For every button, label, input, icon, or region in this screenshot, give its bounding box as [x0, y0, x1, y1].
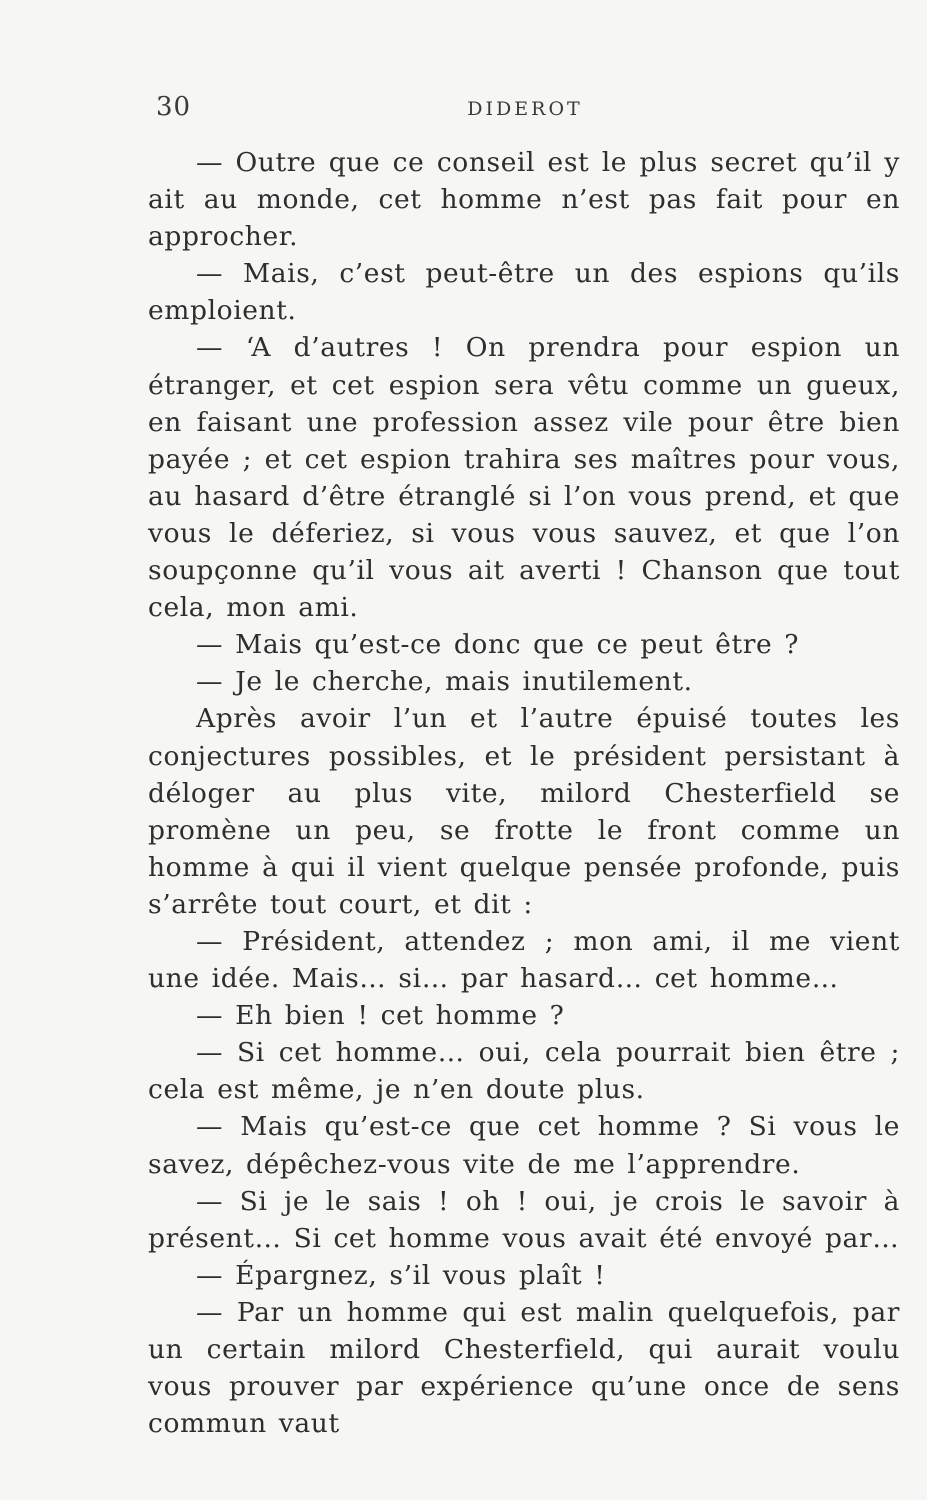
running-head: DIDEROT	[467, 98, 583, 120]
paragraph: Après avoir l’un et l’autre épuisé toutes les conjectures possibles, et le président persistant à déloger au plus vite, milord Chesterfield se promène un peu, se frotte le front comme un homme à qui il vient quelque pensée profonde, puis s’arrête tout court, et dit :	[148, 703, 900, 920]
body-text	[148, 144, 900, 1442]
paragraph: — Si je le sais ! oh ! oui, je crois le savoir à présent… Si cet homme vous avait été envoyé par…	[148, 1185, 900, 1254]
paragraph: — Mais qu’est-ce que cet homme ? Si vous le savez, dépêchez-vous vite de me l’apprendre.	[148, 1111, 900, 1180]
page-header	[150, 92, 900, 132]
paragraph: — Par un homme qui est malin quelquefois, par un certain milord Chesterfield, qui aurait voulu vous prouver par expérience qu’une once de sens commun vaut	[148, 1296, 900, 1440]
paragraph: — Si cet homme… oui, cela pourrait bien être ; cela est même, je n’en doute plus.	[148, 1037, 900, 1106]
paragraph: — Mais qu’est-ce donc que ce peut être ?	[196, 629, 800, 661]
paragraph: — Eh bien ! cet homme ?	[196, 1000, 565, 1032]
paragraph: — Mais, c’est peut-être un des espions qu’ils emploient.	[148, 258, 900, 327]
page-number: 30	[156, 92, 192, 122]
paragraph: — Outre que ce conseil est le plus secret qu’il y ait au monde, cet homme n’est pas fait pour en approcher.	[148, 147, 900, 253]
paragraph: — Je le cherche, mais inutilement.	[196, 666, 693, 698]
paragraph: — ‘A d’autres ! On prendra pour espion un étranger, et cet espion sera vêtu comme un gueux, en faisant une profession assez vile pour être bien payée ; et cet espion trahira ses maîtres pour vous, au hasard d’être étranglé si l’on vous prend, et que vous le déferiez, si vous vous sauvez, et que l’on soupçonne qu’il vous ait averti ! Chanson que tout cela, mon ami.	[148, 332, 900, 624]
paragraph: — Épargnez, s’il vous plaît !	[196, 1259, 606, 1291]
paragraph: — Président, attendez ; mon ami, il me vient une idée. Mais… si… par hasard… cet homme…	[148, 925, 900, 995]
